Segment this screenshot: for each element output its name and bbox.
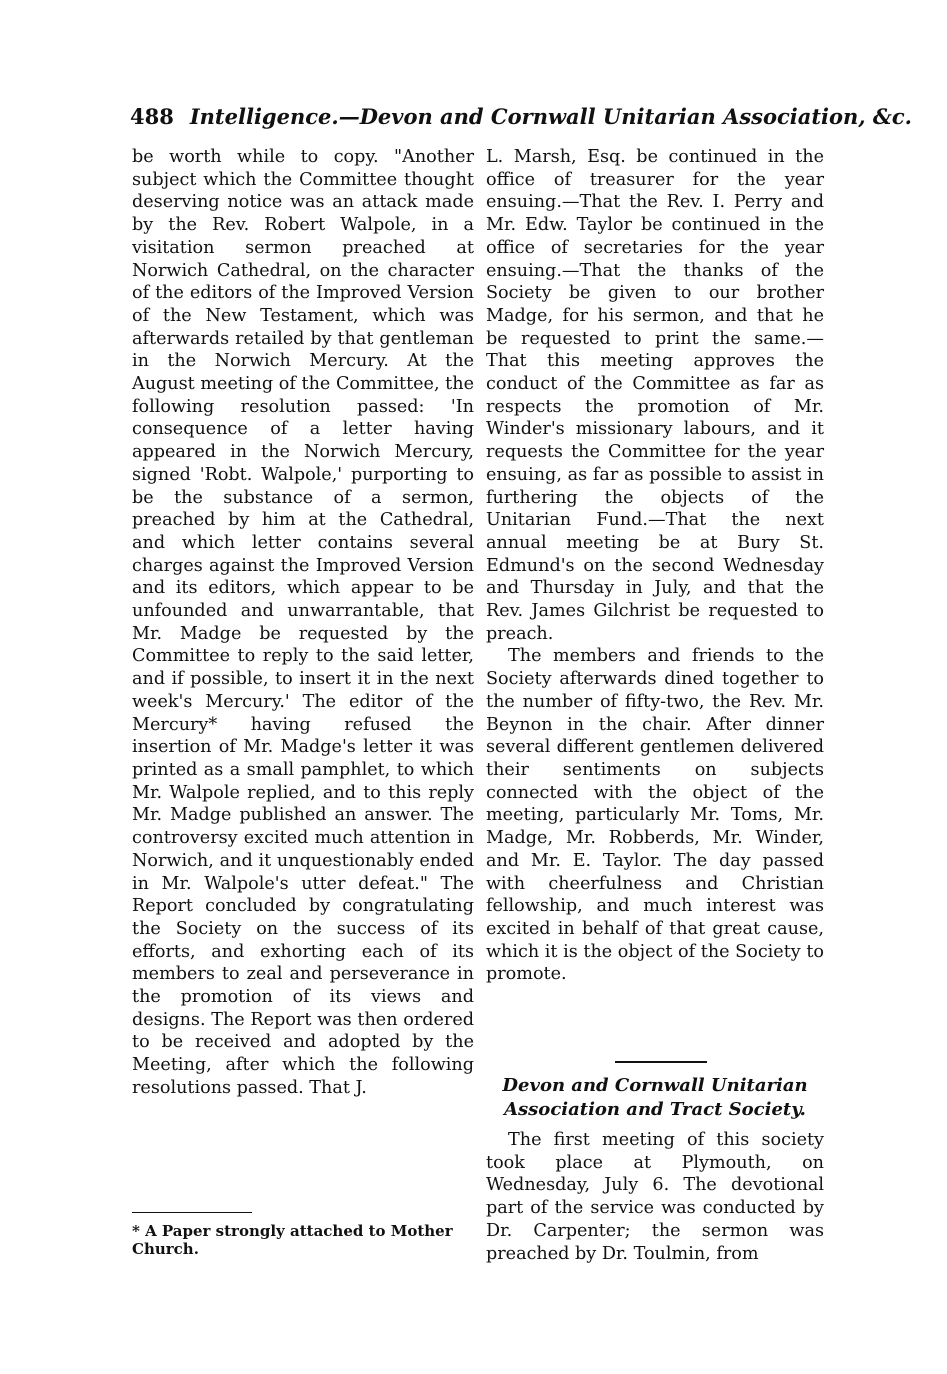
right-paragraph-2: The members and friends to the Society afterwards dined together to the number of fifty-two, the Rev. Mr. Beynon in the chair. After dinner several different gentlemen delivered their sentiments on subjects connected with the object of the meeting, particularly Mr. Toms, Mr. Madge, Mr. Robberds, Mr. Winder, and Mr. E. Taylor. The day passed with cheerfulness and Christian fellowship, and much interest was excited in behalf of that great cause, which it is the object of the Society to promote. bbox=[486, 646, 824, 985]
section-title-line-2: Association and Tract Society. bbox=[504, 1099, 806, 1120]
footnote-rule bbox=[132, 1212, 252, 1213]
right-paragraph-1: L. Marsh, Esq. be continued in the office of treasurer for the year ensuing.—That the Rev. I. Perry and Mr. Edw. Taylor be continued in the office of secretaries for the year ensuing.—That the thanks of the Society be given to our brother Madge, for his sermon, and that he be requested to print the same.—That this meeting approves the conduct of the Committee as far as respects the promotion of Mr. Winder's missionary labours, and it requests the Committee for the year ensuing, as far as possible to assist in furthering the objects of the Unitarian Fund.—That the next annual meeting be at Bury St. Edmund's on the second Wednesday and Thursday in July, and that the Rev. James Gilchrist be requested to preach. bbox=[486, 147, 824, 644]
right-column-lower bbox=[486, 1129, 824, 1265]
section-title-line-1: Devon and Cornwall Unitarian bbox=[502, 1075, 808, 1096]
left-column-text: be worth while to copy. "Another subject which the Committee thought deserving notice was an attack made by the Rev. Robert Walpole, in a visitation sermon preached at Norwich Cathedral, on the character of the editors of the Improved Version of the New Testament, which was afterwards retailed by that gentleman in the Norwich Mercury. At the August meeting of the Committee, the following resolution passed: 'In consequence of a letter having appeared in the Norwich Mercury, signed 'Robt. Walpole,' purporting to be the substance of a sermon, preached by him at the Cathedral, and which letter contains several charges against the Improved Version and its editors, which appear to be unfounded and unwarrantable, that Mr. Madge be requested by the Committee to reply to the said letter, and if possible, to insert it in the next week's Mercury.' The editor of the Mercury* having refused the insertion of Mr. Madge's letter it was printed as a small pamphlet, to which Mr. Walpole replied, and to this reply Mr. Madge published an answer. The controversy excited much attention in Norwich, and it unquestionably ended in Mr. Walpole's utter defeat." The Report concluded by congratulating the Society on the success of its efforts, and exhorting each of its members to zeal and perseverance in the promotion of its views and designs. The Report was then ordered to be received and adopted by the Meeting, after which the following resolutions passed. That J. bbox=[132, 147, 474, 1098]
section-title bbox=[486, 1074, 824, 1122]
running-header bbox=[130, 104, 912, 136]
running-title: Intelligence.—Devon and Cornwall Unitarian Association, &c. bbox=[189, 104, 912, 129]
right-column bbox=[486, 146, 824, 986]
page-number: 488 bbox=[130, 104, 174, 129]
right-paragraph-3: The first meeting of this society took place at Plymouth, on Wednesday, July 6. The devotional part of the service was conducted by Dr. Carpenter; the sermon was preached by Dr. Toulmin, from bbox=[486, 1130, 824, 1264]
left-column bbox=[132, 146, 474, 1100]
footnote: * A Paper strongly attached to Mother Church. bbox=[132, 1222, 453, 1258]
section-divider bbox=[615, 1061, 707, 1063]
